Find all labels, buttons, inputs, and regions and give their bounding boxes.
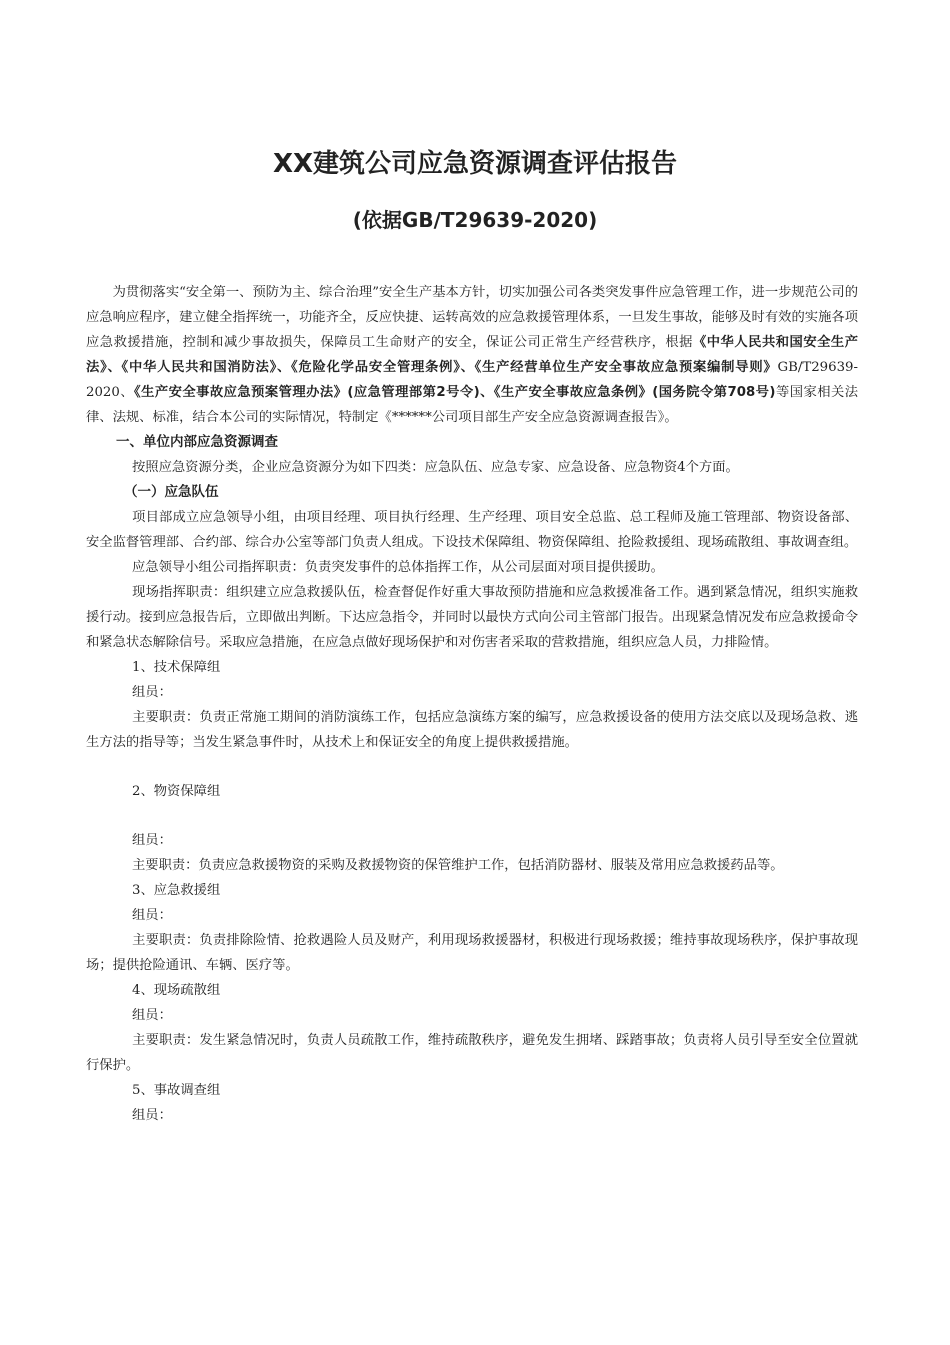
group-name: 4、现场疏散组 xyxy=(132,983,221,998)
intro-paragraph xyxy=(86,280,858,430)
spacer xyxy=(86,755,858,779)
section-heading-1: 一、单位内部应急资源调查 xyxy=(116,434,278,450)
group-members: 组员： xyxy=(132,833,172,848)
leader-duty-paragraph: 应急领导小组公司指挥职责：负责突发事件的总体指挥工作，从公司层面对项目提供援助。 xyxy=(132,560,664,575)
group-members: 组员： xyxy=(132,908,172,923)
group-duty-text: 主要职责：负责正常施工期间的消防演练工作，包括应急演练方案的编写，应急救援设备的使用方法交底以及现场急救、逃生方法的指导等；当发生紧急事件时，从技术上和保证安全的角度上提供救援措施。 xyxy=(86,710,858,750)
intro-laws-2: 《生产安全事故应急预案管理办法》(应急管理部第2号令)、《生产安全事故应急条例》(国务院令第708号) xyxy=(134,385,776,400)
group-name: 1、技术保障组 xyxy=(132,660,221,675)
intro-text-1: 为贯彻落实“安全第一、预防为主、综合治理”安全生产基本方针，切实加强公司各类突发事件应急管理工作，进一步规范公司的应急响应程序，建立健全指挥统一，功能齐全，反应快捷、运转高效的应急救援管理体系，一旦发生事故，能够及时有效的实施各项应急救援措施，控制和减少事故损失，保障员工生命财产的安全，保证公司正常生产经营秩序，根据 xyxy=(86,285,858,350)
site-duty-text: 现场指挥职责：组织建立应急救援队伍，检查督促作好重大事故预防措施和应急救援准备工作。遇到紧急情况，组织实施救援行动。接到应急报告后，立即做出判断。下达应急指令，并同时以最快方式向公司主管部门报告。出现紧急情况发布应急救援命令和紧急状态解除信号。采取应急措施，在应急点做好现场保护和对伤害者采取的营救措施，组织应急人员，力排险情。 xyxy=(86,585,858,650)
group-duty-text: 主要职责：发生紧急情况时，负责人员疏散工作，维持疏散秩序，避免发生拥堵、踩踏事故；负责将人员引导至安全位置就行保护。 xyxy=(86,1033,858,1073)
team-text: 项目部成立应急领导小组，由项目经理、项目执行经理、生产经理、项目安全总监、总工程师及施工管理部、物资设备部、安全监督管理部、合约部、综合办公室等部门负责人组成。下设技术保障组、物资保障组、抢险救援组、现场疏散组、事故调查组。 xyxy=(86,510,858,550)
document-title: XX建筑公司应急资源调查评估报告 xyxy=(272,149,678,179)
document-body xyxy=(86,280,858,1128)
group-members: 组员： xyxy=(132,685,172,700)
intro-text-2: GB/T29639-2020、 xyxy=(86,360,858,400)
group-duty: 主要职责：负责应急救援物资的采购及救援物资的保管维护工作，包括消防器材、服装及常用应急救援药品等。 xyxy=(132,858,784,873)
group-duty xyxy=(86,928,858,978)
team-paragraph xyxy=(86,505,858,555)
intro-laws-1: 《中华人民共和国安全生产法》、《中华人民共和国消防法》、《危险化学品安全管理条例》、《生产经营单位生产安全事故应急预案编制导则》 xyxy=(86,335,859,375)
group-duty xyxy=(86,1028,858,1078)
group-name: 3、应急救援组 xyxy=(132,883,221,898)
spacer xyxy=(86,804,858,828)
group-name: 5、事故调查组 xyxy=(132,1083,221,1098)
group-duty xyxy=(86,705,858,755)
section1-paragraph: 按照应急资源分类，企业应急资源分为如下四类：应急队伍、应急专家、应急设备、应急物资4个方面。 xyxy=(132,460,739,475)
group-members: 组员： xyxy=(132,1108,172,1123)
site-duty-paragraph xyxy=(86,580,858,655)
group-duty-text: 主要职责：负责排除险情、抢救遇险人员及财产，利用现场救援器材，积极进行现场救援；维持事故现场秩序，保护事故现场；提供抢险通讯、车辆、医疗等。 xyxy=(86,933,858,973)
group-members: 组员： xyxy=(132,1008,172,1023)
intro-text-3: 等国家相关法律、法规、标准，结合本公司的实际情况，特制定《******公司项目部生产安全应急资源调查报告》。 xyxy=(86,385,859,425)
subsection-heading-team: （一）应急队伍 xyxy=(124,484,219,500)
document-subtitle: (依据GB/T29639-2020) xyxy=(352,208,598,232)
group-name: 2、物资保障组 xyxy=(132,784,221,799)
